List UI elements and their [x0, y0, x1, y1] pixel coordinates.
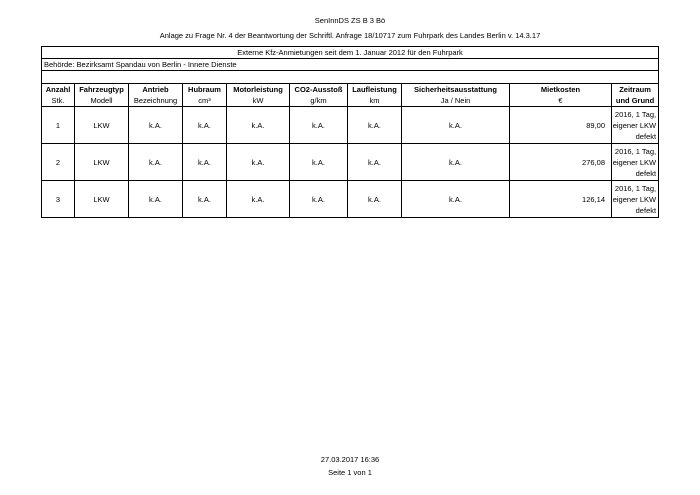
column-header: Anzahl: [42, 84, 75, 96]
column-unit: km: [348, 95, 402, 107]
document-reference: SenInnDS ZS B 3 Bö: [314, 16, 386, 25]
agency-label: Behörde: Bezirksamt Spandau von Berlin - Innere Dienste: [42, 59, 659, 71]
table-cell: k.A.: [227, 144, 290, 181]
column-header: Hubraum: [183, 84, 227, 96]
table-row: [42, 107, 659, 144]
table-cell: 2: [42, 144, 75, 181]
table-cell: k.A.: [348, 107, 402, 144]
column-unit: Ja / Nein: [402, 95, 510, 107]
table-cell: k.A.: [129, 107, 183, 144]
column-header: Antrieb: [129, 84, 183, 96]
table-cell: 126,14: [510, 181, 612, 218]
table-cell: 89,00: [510, 107, 612, 144]
rental-table: [41, 46, 659, 218]
table-cell: k.A.: [348, 181, 402, 218]
column-unit: cm³: [183, 95, 227, 107]
table-cell: LKW: [75, 144, 129, 181]
table-cell: 1: [42, 107, 75, 144]
table-cell: k.A.: [129, 181, 183, 218]
spacer-row: [42, 71, 659, 84]
table-cell: k.A.: [183, 144, 227, 181]
table-cell: k.A.: [290, 107, 348, 144]
table-cell: 2016, 1 Tag, eigener LKW defekt: [612, 181, 659, 218]
column-header: CO2-Ausstoß: [290, 84, 348, 96]
table-cell: LKW: [75, 107, 129, 144]
column-unit: Stk.: [42, 95, 75, 107]
table-cell: k.A.: [129, 144, 183, 181]
column-header: Mietkosten: [510, 84, 612, 96]
table-cell: k.A.: [290, 144, 348, 181]
table-cell: LKW: [75, 181, 129, 218]
table-row: [42, 181, 659, 218]
table-cell: k.A.: [290, 181, 348, 218]
table-cell: k.A.: [227, 181, 290, 218]
table-title: Externe Kfz-Anmietungen seit dem 1. Januar 2012 für den Fuhrpark: [42, 47, 659, 59]
table-cell: k.A.: [183, 181, 227, 218]
table-cell: 276,08: [510, 144, 612, 181]
footer-page-number: Seite 1 von 1: [328, 468, 372, 477]
footer-timestamp: 27.03.2017 16:36: [320, 455, 380, 464]
column-header: Motorleistung: [227, 84, 290, 96]
table-cell: k.A.: [348, 144, 402, 181]
table-cell: k.A.: [402, 181, 510, 218]
table-row: [42, 144, 659, 181]
column-unit: Modell: [75, 95, 129, 107]
column-unit: kW: [227, 95, 290, 107]
column-header: Sicherheitsausstattung: [402, 84, 510, 96]
table-cell: k.A.: [402, 144, 510, 181]
column-header: Zeitraum: [612, 84, 659, 96]
column-header: Fahrzeugtyp: [75, 84, 129, 96]
column-header: Laufleistung: [348, 84, 402, 96]
document-subtitle: Anlage zu Frage Nr. 4 der Beantwortung der Schriftl. Anfrage 18/10717 zum Fuhrpark des Landes Berlin v. 14.3.17: [159, 31, 541, 40]
table-cell: k.A.: [227, 107, 290, 144]
table-cell: k.A.: [183, 107, 227, 144]
column-unit: Bezeichnung: [129, 95, 183, 107]
column-unit: €: [510, 95, 612, 107]
table-cell: k.A.: [402, 107, 510, 144]
table-cell: 3: [42, 181, 75, 218]
table-cell: 2016, 1 Tag, eigener LKW defekt: [612, 144, 659, 181]
table-cell: 2016, 1 Tag, eigener LKW defekt: [612, 107, 659, 144]
column-unit: g/km: [290, 95, 348, 107]
column-unit: und Grund: [612, 95, 659, 107]
